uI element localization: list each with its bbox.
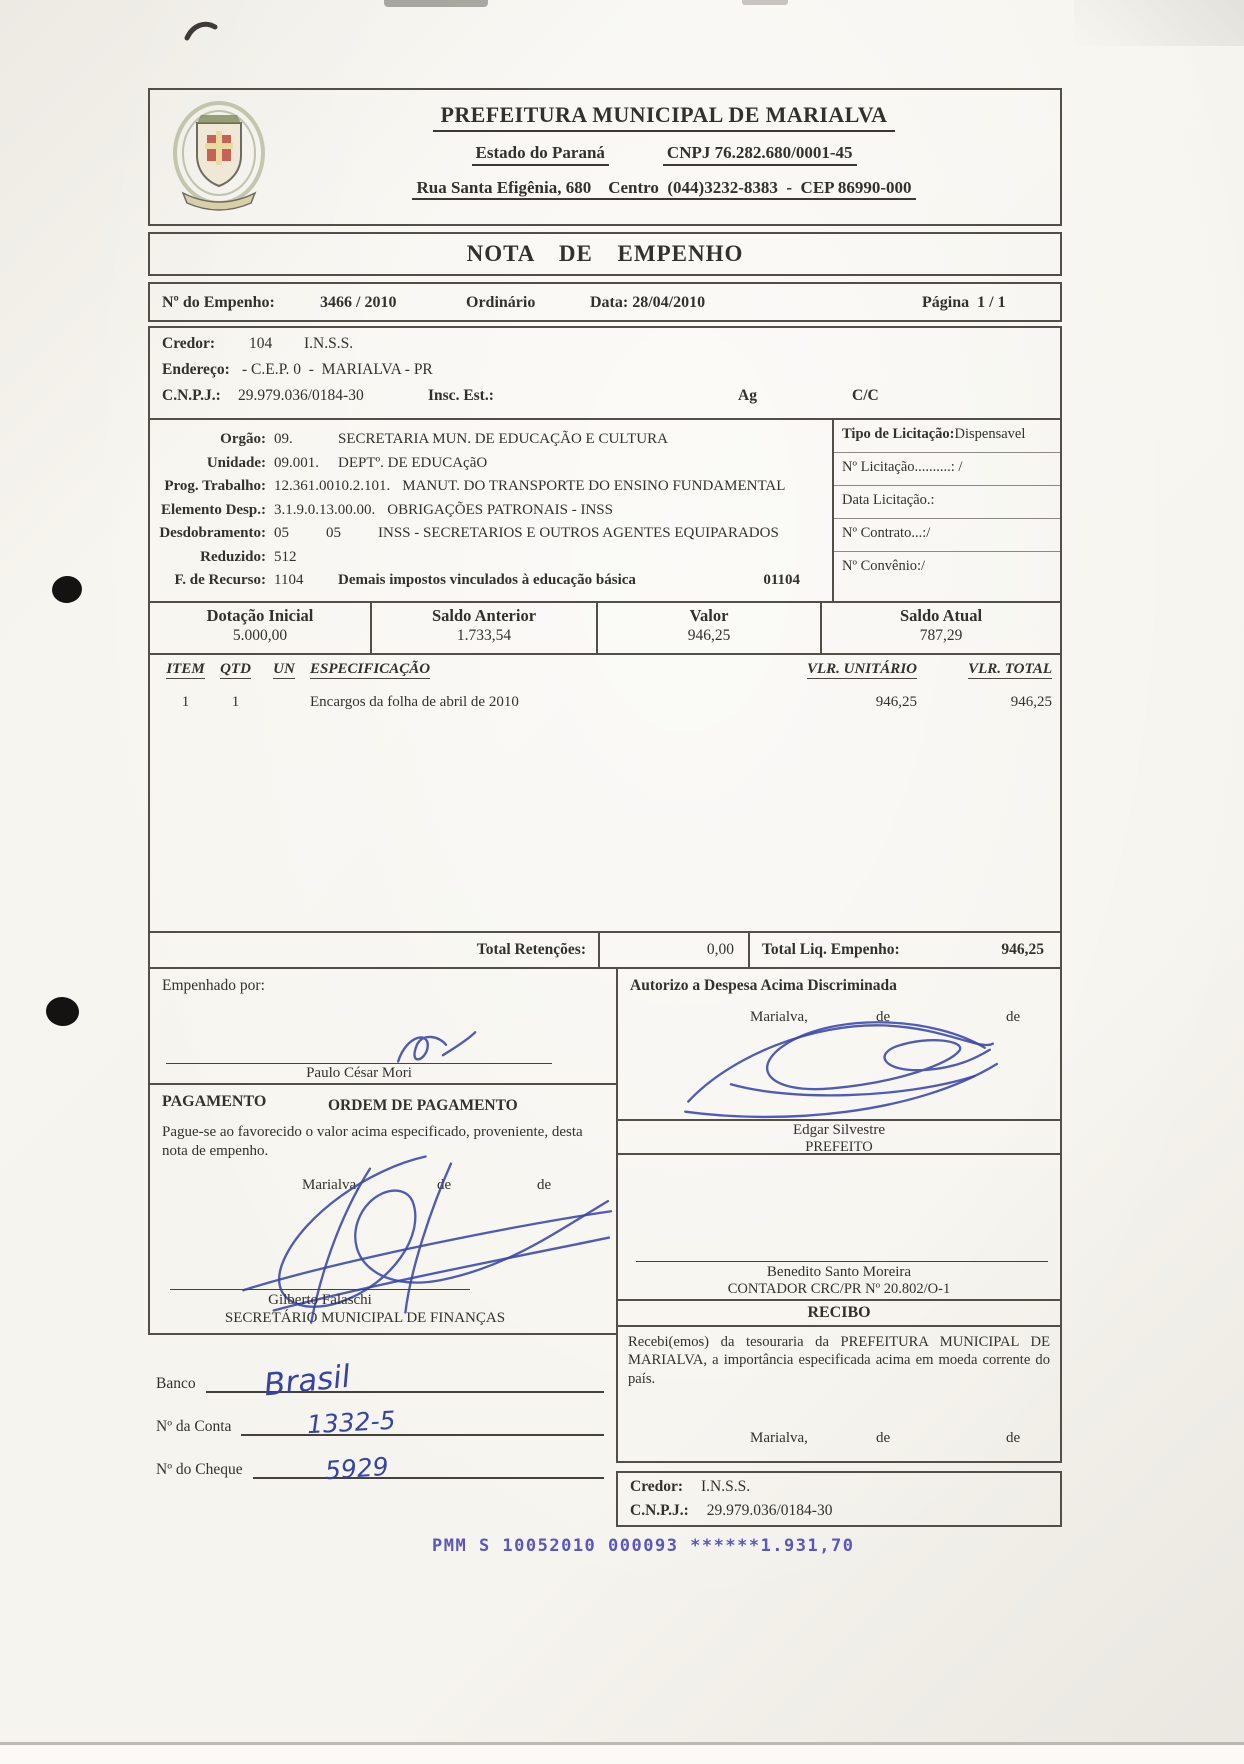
conta-handwritten-value: 1332-5: [306, 1405, 397, 1439]
prefeito-signer-role: PREFEITO: [805, 1138, 873, 1155]
credor-row-1: [162, 335, 1048, 361]
cheque-field: [156, 1451, 604, 1485]
empenhado-signer-name: Paulo César Mori: [306, 1064, 412, 1081]
cc-label: C/C: [852, 387, 879, 404]
tipo-licitacao-row: [834, 420, 1060, 453]
scan-smudge: [742, 0, 788, 5]
desdobramento-label: Desdobramento:: [159, 525, 266, 541]
item-qtd: 1: [231, 693, 240, 710]
cnpj-label: CNPJ 76.282.680/0001-45: [663, 143, 857, 166]
desdobramento-row: [150, 522, 826, 546]
valor-value: 946,25: [687, 626, 731, 644]
contador-box: [616, 1153, 1062, 1301]
unidade-row: [150, 452, 826, 476]
prefeito-signer-name: Edgar Silvestre: [792, 1121, 886, 1138]
orgao-label: Orgão:: [220, 431, 266, 447]
endereco-value: - C.E.P. 0 - MARIALVA - PR: [242, 361, 433, 378]
saldo-anterior-value: 1.733,54: [456, 626, 512, 644]
prog-trabalho-desc: MANUT. DO TRANSPORTE DO ENSINO FUNDAMENTAL: [402, 478, 786, 494]
tipo-licitacao-label: Tipo de Licitação:: [842, 426, 955, 442]
recurso-desc: Demais impostos vinculados à educação básica: [338, 572, 636, 588]
signature-line: [618, 1119, 1060, 1121]
total-liq-value: 946,25: [1001, 940, 1044, 958]
items-header-row: [158, 661, 1052, 678]
total-retencoes-value: 0,00: [600, 933, 750, 967]
licitacao-panel: [832, 420, 1060, 601]
pagamento-title: PAGAMENTO: [162, 1092, 267, 1110]
credor-footer-label: Credor:: [630, 1477, 684, 1495]
nota-de-empenho-form: [148, 88, 1062, 1527]
col-vlr-total-header: VLR. TOTAL: [968, 660, 1052, 677]
pagamento-signer-role: SECRETÁRIO MUNICIPAL DE FINANÇAS: [224, 1309, 506, 1326]
empenhado-label: Empenhado por:: [162, 976, 265, 994]
recurso-label: F. de Recurso:: [174, 572, 266, 588]
dotacao-inicial-cell: [150, 603, 372, 653]
title-box: [148, 232, 1062, 276]
total-retencoes-label: Total Retenções:: [150, 933, 600, 967]
insc-est-label: Insc. Est.:: [428, 387, 494, 404]
recibo-title: RECIBO: [618, 1301, 1060, 1327]
endereco-label: Endereço:: [162, 361, 230, 378]
pen-mark: [182, 18, 220, 46]
col-item-header: ITEM: [166, 660, 205, 677]
num-licitacao-row: Nº Licitação..........: /: [834, 453, 1060, 486]
city-name: Marialva,: [302, 1176, 360, 1193]
banco-write-line: [206, 1358, 604, 1403]
doc-title: NOTA DE EMPENHO: [466, 241, 744, 266]
org-name: PREFEITURA MUNICIPAL DE MARIALVA: [433, 102, 896, 132]
contador-signer-role: CONTADOR CRC/PR Nº 20.802/O-1: [727, 1280, 951, 1297]
reduzido-row: [150, 546, 826, 570]
total-liq-cell: [750, 941, 1060, 959]
reduzido-code: 512: [274, 548, 297, 565]
punch-hole: [50, 574, 83, 605]
col-vlr-unit-header: VLR. UNITÁRIO: [806, 660, 917, 677]
saldo-anterior-cell: [372, 603, 598, 653]
orgao-details: [150, 420, 832, 601]
punch-hole: [45, 995, 81, 1027]
totals-row: [148, 931, 1062, 969]
num-contrato-row: Nº Contrato...:/: [834, 519, 1060, 552]
dotacao-box: [148, 601, 1062, 655]
empenhado-box: [148, 967, 618, 1085]
state-label: Estado do Paraná: [472, 143, 609, 166]
page-indicator: Página 1 / 1: [922, 294, 1006, 311]
unidade-desc: DEPTº. DE EDUCAçãO: [338, 454, 488, 471]
cheque-label: Nº do Cheque: [156, 1460, 243, 1478]
de-word: de: [537, 1176, 552, 1193]
cnpj-field-label: C.N.P.J.:: [162, 387, 221, 404]
orgao-code: 09.: [274, 431, 293, 447]
header-row-2: [278, 143, 1050, 166]
cnpj-value: 29.979.036/0184-30: [238, 387, 364, 404]
data-licitacao-row: Data Licitação.:: [834, 486, 1060, 519]
ag-label: Ag: [738, 387, 757, 404]
de-word: de: [1006, 1008, 1021, 1025]
scan-corner-shadow: [1074, 0, 1244, 46]
header-row-3: [278, 178, 1050, 198]
ordem-pagamento-title: ORDEM DE PAGAMENTO: [328, 1096, 518, 1114]
credor-footer-box: [616, 1471, 1062, 1527]
reduzido-label: Reduzido:: [200, 548, 266, 565]
dot-matrix-stamp: PMM S 10052010 000093 ******1.931,70: [432, 1536, 855, 1556]
de-word: de: [1006, 1429, 1021, 1446]
banco-label: Banco: [156, 1374, 196, 1392]
dotacao-inicial-value: 5.000,00: [232, 626, 288, 644]
elemento-desp-row: [150, 499, 826, 523]
pagamento-box: [148, 1083, 618, 1335]
col-espec-header: ESPECIFICAÇÃO: [310, 660, 431, 677]
credor-footer-cnpj-value: 29.979.036/0184-30: [706, 1501, 833, 1519]
saldo-atual-header: Saldo Atual: [899, 605, 983, 625]
autorizo-box: [616, 967, 1062, 1155]
empenho-date: Data: 28/04/2010: [590, 294, 706, 311]
autorizo-title: Autorizo a Despesa Acima Discriminada: [630, 976, 897, 994]
right-column: [616, 967, 1062, 1527]
recurso-extra-code: 01104: [763, 572, 800, 588]
desdobramento-code2: 05: [326, 525, 341, 541]
col-un-header: UN: [273, 660, 295, 677]
cheque-write-line: [253, 1451, 604, 1485]
scan-background: [0, 1745, 1244, 1764]
credor-code: 104: [249, 335, 273, 352]
logo-wrap: [160, 96, 278, 218]
saldo-atual-cell: [822, 603, 1060, 653]
item-row: [158, 694, 1052, 711]
pagamento-signer-name: Gilberto Falaschi: [268, 1291, 372, 1308]
desdobramento-desc: INSS - SECRETARIOS E OUTROS AGENTES EQUIPARADOS: [378, 525, 779, 541]
conta-label: Nº da Conta: [156, 1417, 232, 1435]
recibo-text: Recebi(emos) da tesouraria da PREFEITURA MUNICIPAL DE MARIALVA, a importância especificada acima em moeda corrente do país.: [628, 1333, 1050, 1387]
orgao-desc: SECRETARIA MUN. DE EDUCAÇÃO E CULTURA: [338, 431, 668, 447]
dotacao-inicial-header: Dotação Inicial: [206, 605, 314, 625]
credor-footer-cnpj-label: C.N.P.J.:: [630, 1501, 689, 1519]
prog-trabalho-code: 12.361.0010.2.101.: [274, 478, 391, 494]
city-name: Marialva,: [750, 1008, 808, 1025]
scan-smudge: [384, 0, 488, 7]
item-number: 1: [181, 693, 190, 710]
signatures-area: [148, 967, 1062, 1527]
elemento-desp-label: Elemento Desp.:: [161, 501, 266, 518]
credor-footer-name: I.N.S.S.: [700, 1477, 751, 1495]
credor-footer-row-2: [630, 1502, 1048, 1526]
coat-of-arms-logo: [167, 97, 271, 217]
banco-field: [156, 1358, 604, 1403]
num-convenio-row: Nº Convênio:/: [842, 558, 926, 574]
contador-signer-name: Benedito Santo Moreira: [766, 1263, 912, 1280]
empenho-number-label: Nº do Empenho:: [162, 294, 275, 311]
prog-trabalho-row: [150, 475, 826, 499]
items-table: [148, 653, 1062, 933]
credor-name: I.N.S.S.: [304, 335, 354, 352]
unidade-label: Unidade:: [206, 454, 266, 471]
saldo-anterior-header: Saldo Anterior: [431, 605, 537, 625]
item-vlr-unitario: 946,25: [875, 693, 917, 710]
desdobramento-code: 05: [274, 525, 289, 541]
saldo-atual-value: 787,29: [919, 626, 963, 644]
total-liq-label: Total Liq. Empenho:: [762, 940, 900, 958]
item-especificacao: Encargos da folha de abril de 2010: [310, 693, 519, 710]
unidade-code: 09.001.: [274, 454, 319, 471]
elemento-desp-desc: OBRIGAÇÕES PATRONAIS - INSS: [387, 501, 613, 518]
signature-line: [636, 1261, 1048, 1262]
cheque-handwritten-value: 5929: [323, 1451, 390, 1485]
banco-handwritten-value: Brasil: [261, 1358, 352, 1403]
header-box: [148, 88, 1062, 226]
conta-field: [156, 1405, 604, 1439]
col-qtd-header: QTD: [220, 660, 251, 677]
credor-footer-row-1: [630, 1478, 1048, 1502]
empenho-number-value: 3466 / 2010: [320, 294, 397, 311]
de-word: de: [437, 1176, 452, 1193]
bank-fields: [148, 1335, 618, 1485]
signature-scribble-prefeito: [670, 1005, 1005, 1127]
orgao-box: [148, 418, 1062, 603]
signature-line: [166, 1063, 552, 1064]
credor-row-3: [162, 387, 1048, 413]
left-column: [148, 967, 618, 1494]
city-name: Marialva,: [750, 1429, 808, 1446]
credor-row-2: [162, 361, 1048, 387]
recibo-box: [616, 1299, 1062, 1463]
tipo-licitacao-value: Dispensavel: [954, 426, 1026, 442]
header-text: [278, 96, 1050, 218]
prog-trabalho-label: Prog. Trabalho:: [164, 478, 266, 494]
credor-label: Credor:: [162, 335, 216, 352]
elemento-desp-code: 3.1.9.0.13.00.00.: [274, 501, 376, 518]
conta-write-line: [241, 1405, 604, 1439]
credor-box: [148, 326, 1062, 420]
empenho-number-box: [148, 282, 1062, 322]
address-line: Rua Santa Efigênia, 680 Centro (044)3232-8383 - CEP 86990-000: [412, 178, 915, 200]
valor-header: Valor: [689, 605, 729, 625]
recurso-row: [150, 569, 826, 593]
orgao-row: [150, 428, 826, 452]
valor-cell: [598, 603, 822, 653]
signature-line: [170, 1289, 470, 1290]
de-word: de: [876, 1008, 891, 1025]
item-vlr-total: 946,25: [1010, 693, 1052, 710]
empenho-type: Ordinário: [466, 294, 536, 311]
de-word: de: [876, 1429, 891, 1446]
pagamento-text: Pague-se ao favorecido o valor acima especificado, proveniente, desta nota de empenho.: [162, 1123, 583, 1159]
recurso-code: 1104: [274, 572, 304, 588]
